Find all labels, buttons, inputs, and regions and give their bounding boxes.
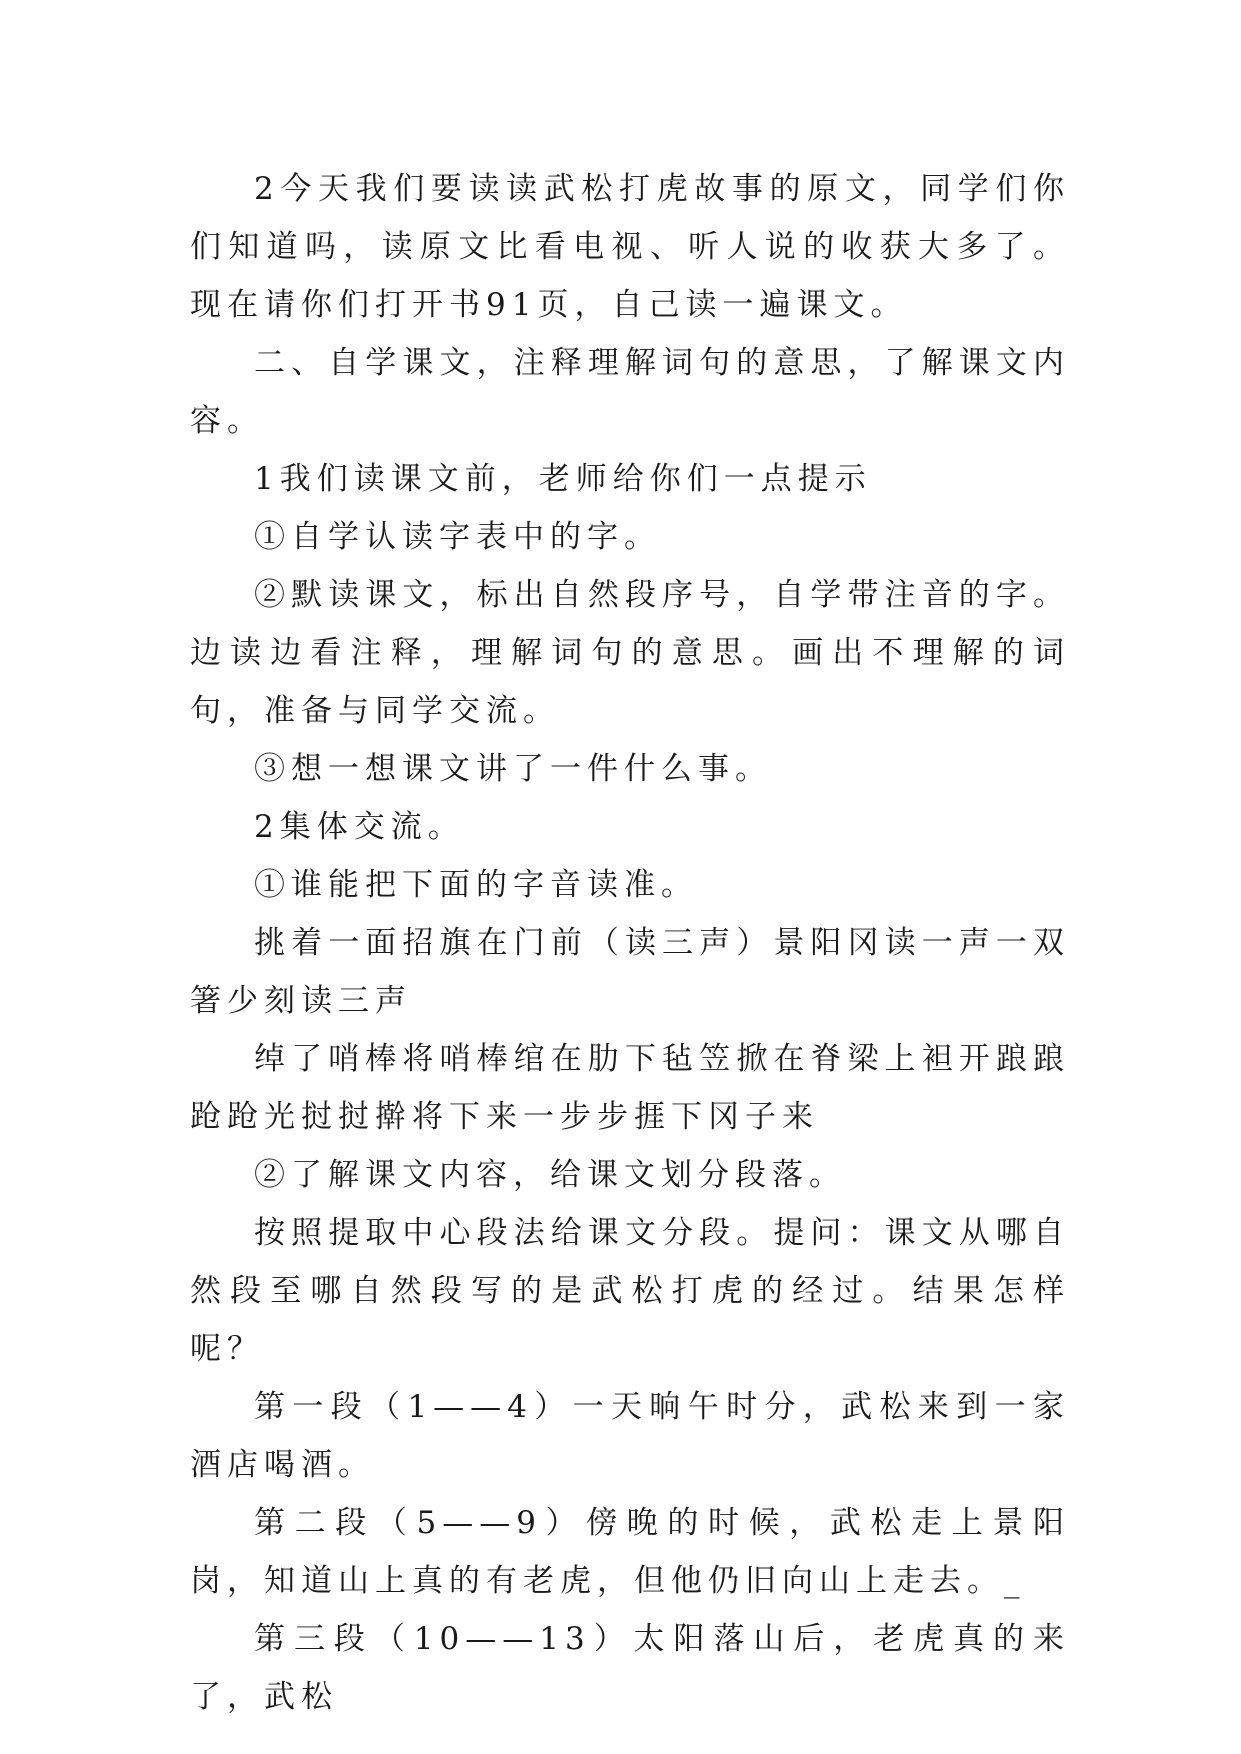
paragraph: ①自学认读字表中的字。 bbox=[254, 519, 661, 555]
paragraph: ②了解课文内容，给课文划分段落。 bbox=[254, 1157, 846, 1193]
paragraph: 1我们读课文前，老师给你们一点提示 bbox=[254, 461, 872, 497]
paragraph: ②默读课文，标出自然段序号，自学带注音的字。边读边看注释，理解词句的意思。画出不理解的词句，准备与同学交流。 bbox=[190, 577, 1070, 729]
section-heading: 二、自学课文，注释理解词句的意思，了解课文内容。 bbox=[190, 345, 1070, 439]
paragraph: 按照提取中心段法给课文分段。提问：课文从哪自然段至哪自然段写的是武松打虎的经过。结果怎样呢？ bbox=[190, 1215, 1070, 1367]
paragraph: ①谁能把下面的字音读准。 bbox=[254, 867, 698, 903]
paragraph: 2集体交流。 bbox=[254, 809, 465, 845]
paragraph: 挑着一面招旗在门前（读三声）景阳冈读一声一双箸少刻读三声 bbox=[190, 925, 1070, 1019]
paragraph: 第三段（10——13）太阳落山后，老虎真的来了，武松 bbox=[190, 1621, 1070, 1715]
paragraph: 第二段（5——9）傍晚的时候，武松走上景阳岗，知道山上真的有老虎，但他仍旧向山上走去。_ bbox=[190, 1505, 1070, 1599]
paragraph: 2今天我们要读读武松打虎故事的原文，同学们你们知道吗，读原文比看电视、听人说的收获大多了。现在请你们打开书91页，自己读一遍课文。 bbox=[190, 171, 1070, 323]
document-body bbox=[190, 160, 1070, 1726]
paragraph: ③想一想课文讲了一件什么事。 bbox=[254, 751, 772, 787]
paragraph: 绰了哨棒将哨棒绾在肋下毡笠掀在脊梁上袒开踉踉跄跄光挝挝擀将下来一步步捱下冈子来 bbox=[190, 1041, 1070, 1135]
paragraph: 第一段（1——4）一天晌午时分，武松来到一家酒店喝酒。 bbox=[190, 1389, 1070, 1483]
